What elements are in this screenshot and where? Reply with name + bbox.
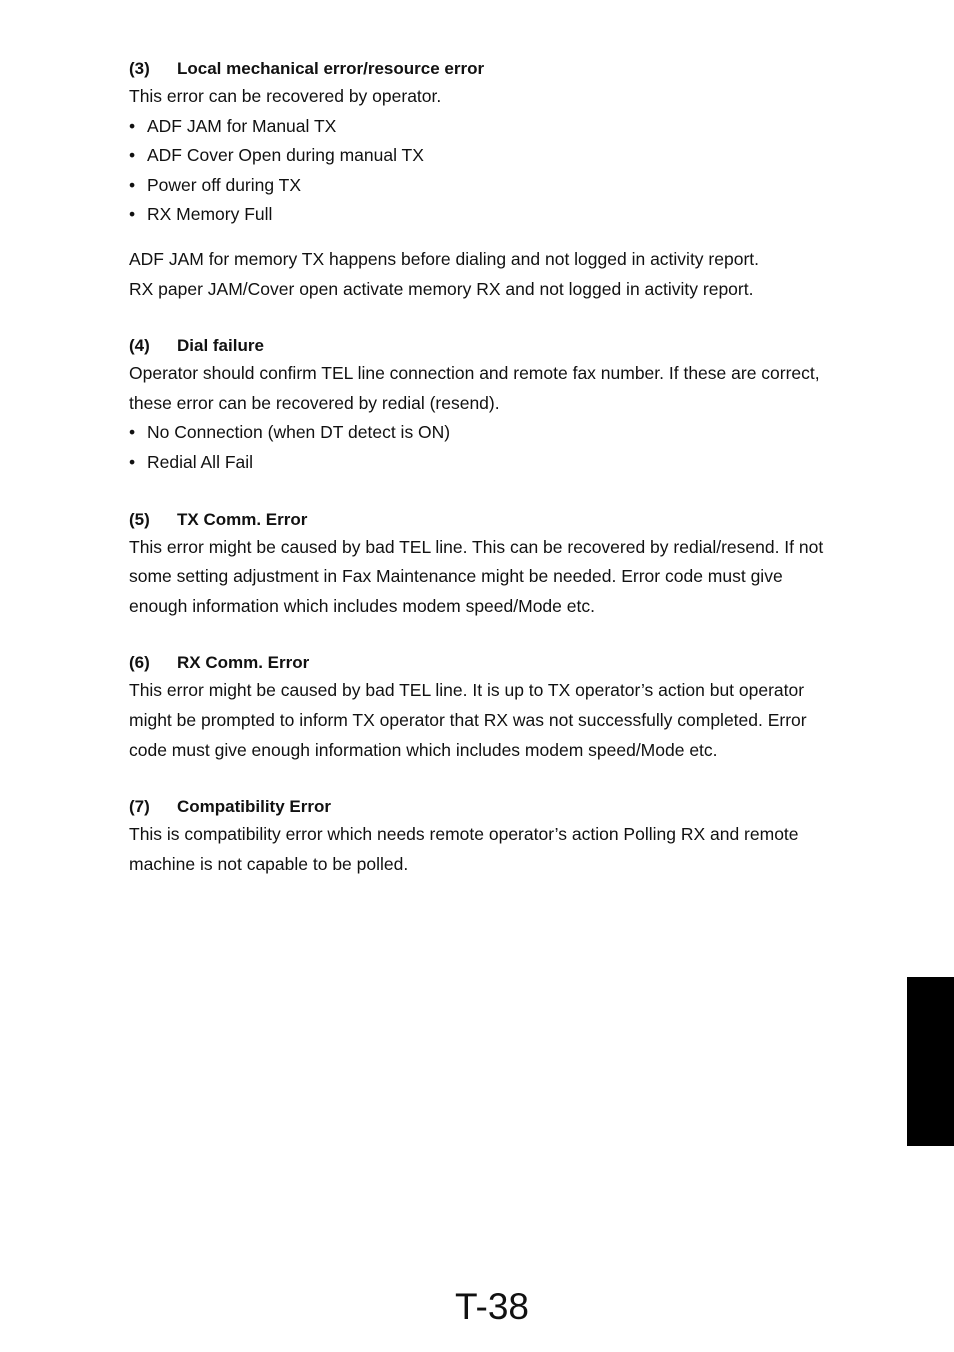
- section-title: Compatibility Error: [177, 797, 331, 817]
- body-line: might be prompted to inform TX operator that RX was not successfully completed. Error: [129, 709, 807, 730]
- body-line: some setting adjustment in Fax Maintenance might be needed. Error code must give: [129, 566, 783, 587]
- body-line: Operator should confirm TEL line connection and remote fax number. If these are correct,: [129, 363, 820, 384]
- bullet-icon: •: [129, 204, 136, 225]
- section-heading: [129, 650, 859, 676]
- bullet-icon: •: [129, 115, 136, 136]
- section-number: (4): [129, 336, 150, 356]
- list-item: [129, 171, 859, 201]
- section-heading: [129, 507, 859, 533]
- bullet-icon: •: [129, 422, 136, 443]
- body-line: enough information which includes modem speed/Mode etc.: [129, 595, 595, 616]
- section-7: [129, 794, 859, 879]
- list-item-text: Power off during TX: [147, 174, 302, 195]
- body-line: code must give enough information which includes modem speed/Mode etc.: [129, 739, 718, 760]
- section-6: [129, 650, 859, 765]
- section-title: Local mechanical error/resource error: [177, 59, 485, 78]
- chapter-tab-marker: [907, 977, 954, 1146]
- body-line: This error might be caused by bad TEL line. This can be recovered by redial/resend. If not: [129, 536, 824, 557]
- bullet-icon: •: [129, 174, 136, 195]
- section-title: TX Comm. Error: [177, 509, 308, 529]
- bullet-list: [129, 112, 859, 230]
- list-item-text: ADF Cover Open during manual TX: [147, 145, 424, 166]
- section-note: RX paper JAM/Cover open activate memory RX and not logged in activity report.: [129, 278, 754, 299]
- page-number: T-38: [454, 1286, 530, 1327]
- section-number: (3): [129, 59, 150, 78]
- body-line: This is compatibility error which needs remote operator’s action Polling RX and remote: [129, 824, 799, 845]
- section-number: (7): [129, 797, 150, 817]
- body-line: This error might be caused by bad TEL line. It is up to TX operator’s action but operator: [129, 680, 805, 701]
- section-title: RX Comm. Error: [177, 653, 310, 673]
- section-heading: [129, 56, 859, 82]
- list-item-text: ADF JAM for Manual TX: [147, 115, 337, 136]
- bullet-icon: •: [129, 451, 136, 472]
- section-number: (5): [129, 509, 150, 529]
- list-item: [129, 112, 859, 142]
- section-5: [129, 507, 859, 622]
- section-intro: This error can be recovered by operator.: [129, 86, 442, 106]
- document-body: [129, 56, 859, 879]
- list-item: [129, 418, 859, 448]
- bullet-icon: •: [129, 145, 136, 166]
- section-number: (6): [129, 653, 150, 673]
- section-note: ADF JAM for memory TX happens before dialing and not logged in activity report.: [129, 248, 759, 269]
- body-line: these error can be recovered by redial (resend).: [129, 392, 500, 413]
- list-item-text: No Connection (when DT detect is ON): [147, 422, 451, 443]
- section-heading: [129, 333, 859, 359]
- list-item-text: Redial All Fail: [147, 451, 254, 472]
- body-line: machine is not capable to be polled.: [129, 853, 409, 874]
- bullet-list: [129, 418, 859, 477]
- section-3: [129, 56, 859, 304]
- list-item: [129, 200, 859, 230]
- section-4: [129, 333, 859, 477]
- section-title: Dial failure: [177, 336, 264, 356]
- list-item: [129, 448, 859, 478]
- list-item: [129, 141, 859, 171]
- list-item-text: RX Memory Full: [147, 204, 273, 225]
- section-heading: [129, 794, 859, 820]
